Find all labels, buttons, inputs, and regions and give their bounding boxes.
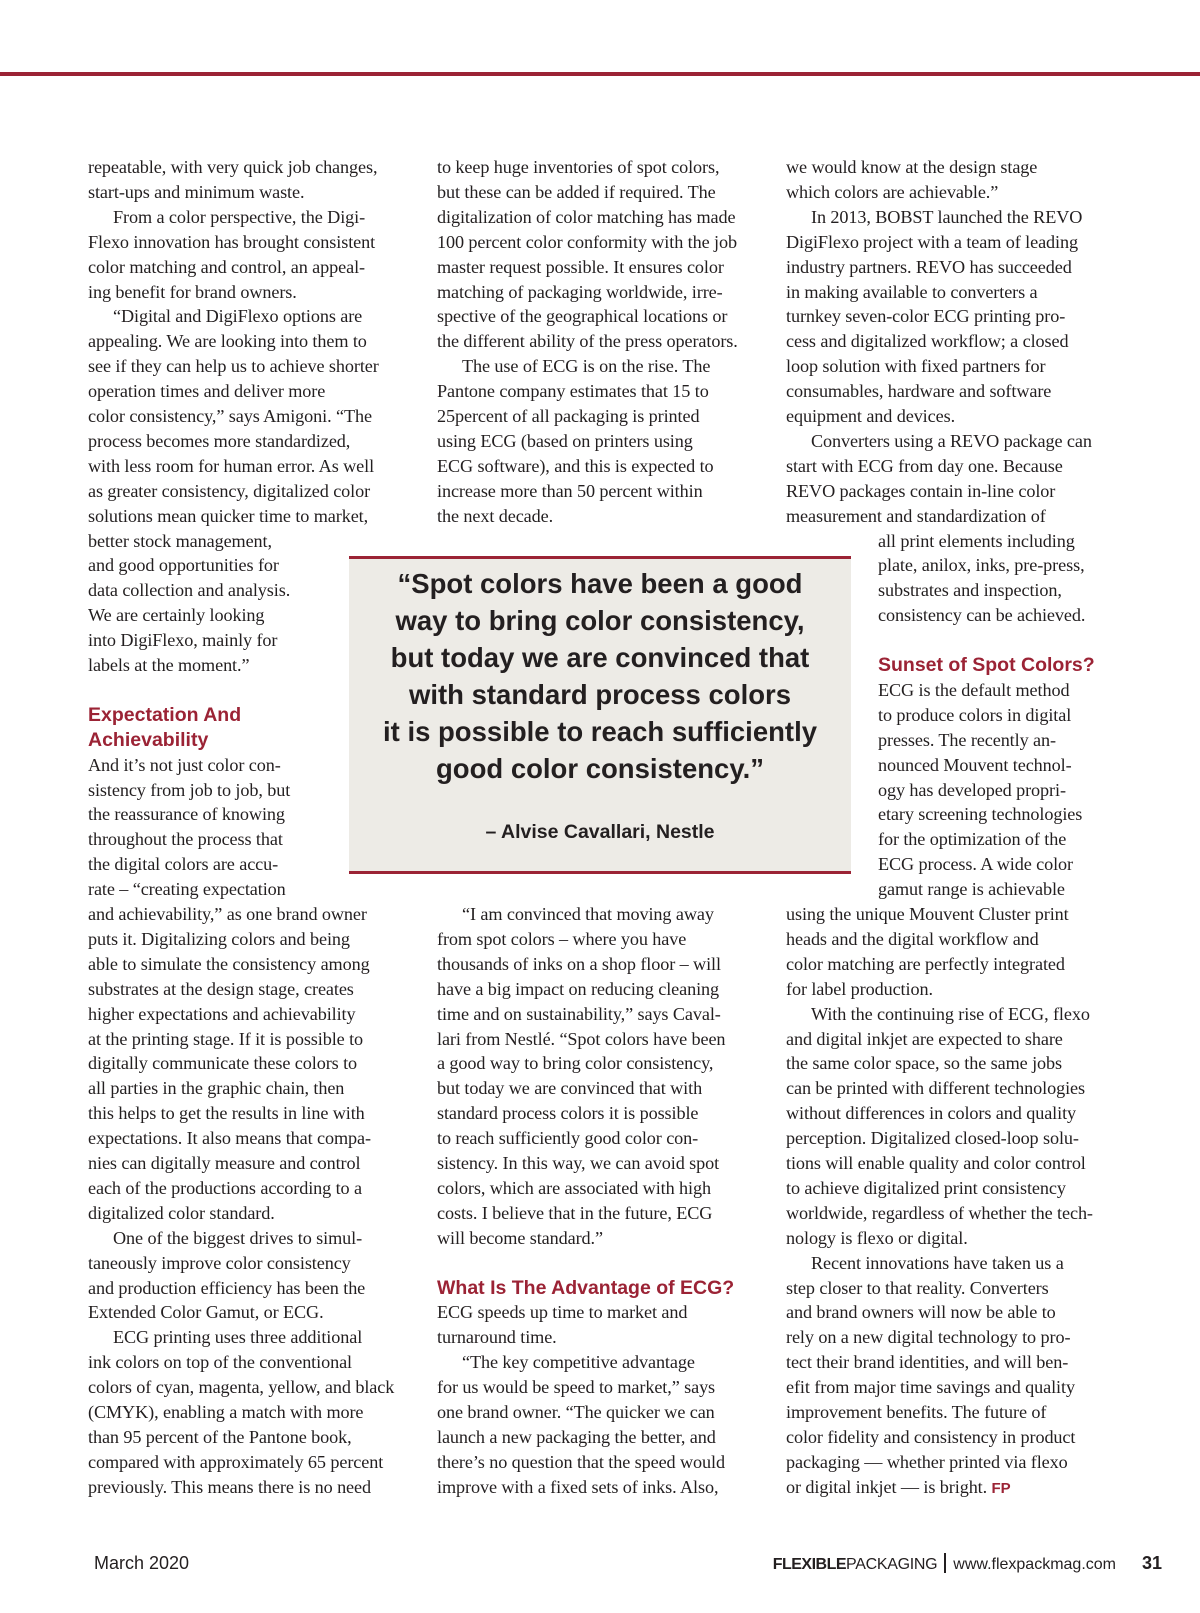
body-text-line: increase more than 50 percent within xyxy=(437,480,703,501)
brand-normal: PACKAGING xyxy=(846,1556,938,1573)
body-text-line: using ECG (based on printers using xyxy=(437,430,693,451)
body-text-line: and good opportunities for xyxy=(88,555,279,576)
body-text-line: The use of ECG is on the rise. The xyxy=(462,356,711,377)
body-text-line: to achieve digitalized print consistency xyxy=(786,1177,1066,1198)
body-text-line: “I am convinced that moving away xyxy=(462,904,714,924)
body-text-line: rely on a new digital technology to pro- xyxy=(786,1327,1071,1348)
body-text-line: color matching are perfectly integrated xyxy=(786,953,1065,974)
body-text-line: One of the biggest drives to simul- xyxy=(113,1227,363,1248)
body-text-line: color fidelity and consistency in product xyxy=(786,1426,1076,1447)
body-text-line: color consistency,” says Amigoni. “The xyxy=(88,406,372,426)
body-text-line: the next decade. xyxy=(437,505,554,526)
section-heading: Expectation And xyxy=(88,703,242,726)
body-text-line: all print elements including xyxy=(878,530,1075,551)
body-text-line: and achievability,” as one brand owner xyxy=(88,904,367,924)
footer-divider xyxy=(944,1553,946,1573)
body-text-line: will become standard.” xyxy=(437,1227,603,1248)
brand-bold: FLEXIBLE xyxy=(772,1556,847,1573)
body-text-line: into DigiFlexo, mainly for xyxy=(88,630,278,651)
body-text-line: one brand owner. “The quicker we can xyxy=(437,1402,715,1422)
body-text-line: sistency. In this way, we can avoid spot xyxy=(437,1153,720,1173)
body-text-line: this helps to get the results in line with xyxy=(88,1103,365,1124)
body-text-line: lari from Nestlé. “Spot colors have been xyxy=(437,1028,726,1049)
body-text-line: able to simulate the consistency among xyxy=(88,953,370,974)
body-text-line: ECG speeds up time to market and xyxy=(437,1302,688,1323)
body-text-line: DigiFlexo project with a team of leading xyxy=(786,231,1078,252)
body-text-line: industry partners. REVO has succeeded xyxy=(786,256,1072,277)
body-text-line: sistency from job to job, but xyxy=(88,779,291,800)
body-text-line: to reach sufficiently good color con- xyxy=(437,1128,699,1149)
body-text-line: than 95 percent of the Pantone book, xyxy=(88,1426,352,1447)
body-text-line: master request possible. It ensures color xyxy=(437,256,724,277)
body-text-line: gamut range is achievable xyxy=(878,879,1065,900)
body-text-line: “The key competitive advantage xyxy=(462,1352,695,1373)
pull-quote-attribution: – Alvise Cavallari, Nestle xyxy=(485,821,715,843)
body-text-line: start-ups and minimum waste. xyxy=(88,181,305,202)
body-text-line: turnkey seven-color ECG printing pro- xyxy=(786,306,1066,327)
body-text-line: From a color perspective, the Digi- xyxy=(113,206,366,227)
body-text-line: perception. Digitalized closed-loop solu- xyxy=(786,1128,1079,1149)
body-text-line: digitally communicate these colors to xyxy=(88,1053,358,1074)
body-text-line: ogy has developed propri- xyxy=(878,779,1066,800)
pull-quote-line: good color consistency.” xyxy=(435,753,764,784)
body-text-line: at the printing stage. If it is possible to xyxy=(88,1028,364,1049)
body-text-line: ECG process. A wide color xyxy=(878,854,1074,875)
body-text-line: tions will enable quality and color control xyxy=(786,1153,1086,1173)
body-text-line: start with ECG from day one. Because xyxy=(786,455,1063,476)
body-text-line: substrates at the design stage, creates xyxy=(88,978,354,999)
body-text-line: spective of the geographical locations or xyxy=(437,306,728,327)
body-text-line: and production efficiency has been the xyxy=(88,1277,366,1298)
body-text-line: rate – “creating expectation xyxy=(88,879,286,900)
body-text-line: operation times and deliver more xyxy=(88,381,326,402)
body-text-line: “Digital and DigiFlexo options are xyxy=(113,306,363,327)
body-text-line: a good way to bring color consistency, xyxy=(437,1053,714,1074)
body-text-line: and digital inkjet are expected to share xyxy=(786,1028,1063,1049)
body-text-line: compared with approximately 65 percent xyxy=(88,1451,384,1472)
body-text-line: loop solution with fixed partners for xyxy=(786,356,1046,377)
body-text-line: we would know at the design stage xyxy=(786,157,1038,177)
body-text-line: presses. The recently an- xyxy=(878,729,1056,750)
body-text-line: process becomes more standardized, xyxy=(88,430,351,451)
body-text-line: taneously improve color consistency xyxy=(88,1252,351,1273)
body-text-line: And it’s not just color con- xyxy=(88,754,281,775)
publication-footer xyxy=(773,1553,1116,1574)
body-text-line: data collection and analysis. xyxy=(88,580,291,601)
body-text-line: time and on sustainability,” says Caval- xyxy=(437,1003,721,1024)
body-text-line: to produce colors in digital xyxy=(878,704,1072,725)
body-text-line: color matching and control, an appeal- xyxy=(88,256,365,277)
body-text-line: all parties in the graphic chain, then xyxy=(88,1078,345,1099)
body-text-line: nounced Mouvent technol- xyxy=(878,754,1072,775)
body-text-line: for the optimization of the xyxy=(878,829,1067,850)
section-heading: Sunset of Spot Colors? xyxy=(878,654,1095,676)
body-text-line: throughout the process that xyxy=(88,829,283,850)
body-text-line: as greater consistency, digitalized color xyxy=(88,480,371,501)
body-text-line: In 2013, BOBST launched the REVO xyxy=(811,206,1083,227)
body-text-line: Converters using a REVO package can xyxy=(811,430,1092,451)
page-number: 31 xyxy=(1141,1553,1162,1573)
body-text-line: 25percent of all packaging is printed xyxy=(437,406,700,426)
body-text-line: ECG is the default method xyxy=(878,679,1070,700)
body-text-line: higher expectations and achievability xyxy=(88,1003,356,1024)
body-text-line: nology is flexo or digital. xyxy=(786,1227,968,1248)
body-text-line: have a big impact on reducing cleaning xyxy=(437,978,720,999)
body-text-line: Recent innovations have taken us a xyxy=(811,1252,1064,1273)
body-text-line: in making available to converters a xyxy=(786,281,1038,302)
body-text-line: launch a new packaging the better, and xyxy=(437,1426,716,1447)
body-text-line: or digital inkjet — is bright. FP xyxy=(786,1476,1011,1497)
body-text-line: standard process colors it is possible xyxy=(437,1103,699,1124)
body-text-line: plate, anilox, inks, pre-press, xyxy=(878,555,1085,576)
body-text-line: (CMYK), enabling a match with more xyxy=(88,1402,364,1422)
body-text-line: costs. I believe that in the future, ECG xyxy=(437,1202,713,1223)
body-text-line: substrates and inspection, xyxy=(878,580,1062,601)
body-text-line: expectations. It also means that compa- xyxy=(88,1128,371,1149)
body-text-line: better stock management, xyxy=(88,530,272,551)
body-text-line: ECG printing uses three additional xyxy=(113,1327,363,1348)
body-text-line: for label production. xyxy=(786,978,933,999)
issue-date: March 2020 xyxy=(94,1553,190,1573)
body-text-line: turnaround time. xyxy=(437,1327,557,1348)
body-text-line: equipment and devices. xyxy=(786,406,956,426)
body-text-line: cess and digitalized workflow; a closed xyxy=(786,331,1069,352)
section-heading: What Is The Advantage of ECG? xyxy=(437,1276,735,1299)
body-text-line: nies can digitally measure and control xyxy=(88,1153,361,1173)
body-text-line: each of the productions according to a xyxy=(88,1177,362,1198)
body-text-line: which colors are achievable.” xyxy=(786,181,999,202)
header-rule xyxy=(0,72,1200,76)
pull-quote-line: “Spot colors have been a good xyxy=(397,568,803,599)
body-text-line: consistency can be achieved. xyxy=(878,605,1086,626)
body-text-line: REVO packages contain in-line color xyxy=(786,480,1056,501)
body-text-line: etary screening technologies xyxy=(878,804,1083,825)
body-text-line: the different ability of the press operators. xyxy=(437,331,738,352)
body-text-line: heads and the digital workflow and xyxy=(786,928,1039,949)
body-text-line: there’s no question that the speed would xyxy=(437,1451,725,1472)
body-text-line: from spot colors – where you have xyxy=(437,928,687,949)
body-text-line: appealing. We are looking into them to xyxy=(88,331,367,352)
body-text-line: but today we are convinced that with xyxy=(437,1078,703,1099)
body-text-line: puts it. Digitalizing colors and being xyxy=(88,928,350,949)
body-text-line: the reassurance of knowing xyxy=(88,804,285,825)
body-text-line: Flexo innovation has brought consistent xyxy=(88,231,376,252)
body-text-line: With the continuing rise of ECG, flexo xyxy=(811,1003,1090,1024)
pull-quote xyxy=(349,556,851,874)
body-text-line: for us would be speed to market,” says xyxy=(437,1377,716,1398)
pull-quote-line: it is possible to reach sufficiently xyxy=(383,716,817,747)
body-text-line: ing benefit for brand owners. xyxy=(88,281,297,302)
body-text-line: digitalization of color matching has made xyxy=(437,206,736,227)
body-text-line: with less room for human error. As well xyxy=(88,455,375,476)
body-text-line: the same color space, so the same jobs xyxy=(786,1053,1063,1074)
pull-quote-line: but today we are convinced that xyxy=(390,642,810,673)
body-text-line: without differences in colors and quality xyxy=(786,1103,1077,1124)
body-text-line: colors of cyan, magenta, yellow, and black xyxy=(88,1377,395,1398)
body-text-line: solutions mean quicker time to market, xyxy=(88,505,369,526)
body-text-line: colors, which are associated with high xyxy=(437,1177,711,1198)
body-text-line: the digital colors are accu- xyxy=(88,854,279,875)
body-text-line: step closer to that reality. Converters xyxy=(786,1277,1049,1298)
body-text-line: consumables, hardware and software xyxy=(786,381,1052,402)
body-text-line: previously. This means there is no need xyxy=(88,1476,371,1497)
body-text-line: We are certainly looking xyxy=(88,605,265,626)
body-text-line: worldwide, regardless of whether the tech- xyxy=(786,1202,1093,1223)
end-mark: FP xyxy=(991,1479,1011,1497)
website-url[interactable]: www.flexpackmag.com xyxy=(953,1556,1116,1573)
body-text-line: Pantone company estimates that 15 to xyxy=(437,381,709,402)
body-text-line: see if they can help us to achieve shorter xyxy=(88,356,379,377)
body-text-line: can be printed with different technologies xyxy=(786,1078,1085,1099)
pull-quote-line: with standard process colors xyxy=(408,679,792,710)
body-text-line: thousands of inks on a shop floor – will xyxy=(437,953,721,974)
body-text-line: packaging — whether printed via flexo xyxy=(786,1451,1068,1472)
body-text-line: and brand owners will now be able to xyxy=(786,1302,1056,1323)
body-text-line: repeatable, with very quick job changes, xyxy=(88,157,378,177)
section-heading: Achievability xyxy=(88,728,209,751)
body-text-line: 100 percent color conformity with the job xyxy=(437,231,737,252)
body-text-line: using the unique Mouvent Cluster print xyxy=(786,904,1069,924)
body-text-line: matching of packaging worldwide, irre- xyxy=(437,281,723,302)
body-text-line: improvement benefits. The future of xyxy=(786,1402,1047,1422)
body-text-line: efit from major time savings and quality xyxy=(786,1377,1075,1398)
body-text-line: labels at the moment.” xyxy=(88,655,250,675)
body-text-line: ECG software), and this is expected to xyxy=(437,455,714,476)
pull-quote-line: way to bring color consistency, xyxy=(395,605,805,636)
body-text-line: but these can be added if required. The xyxy=(437,181,716,202)
body-text-line: tect their brand identities, and will ben- xyxy=(786,1352,1069,1373)
body-text-line: measurement and standardization of xyxy=(786,505,1046,526)
body-text-line: to keep huge inventories of spot colors, xyxy=(437,157,720,177)
body-text-line: Extended Color Gamut, or ECG. xyxy=(88,1302,324,1323)
body-text-line: ink colors on top of the conventional xyxy=(88,1352,353,1373)
body-text-line: digitalized color standard. xyxy=(88,1202,275,1223)
body-text-line: improve with a fixed sets of inks. Also, xyxy=(437,1476,719,1497)
